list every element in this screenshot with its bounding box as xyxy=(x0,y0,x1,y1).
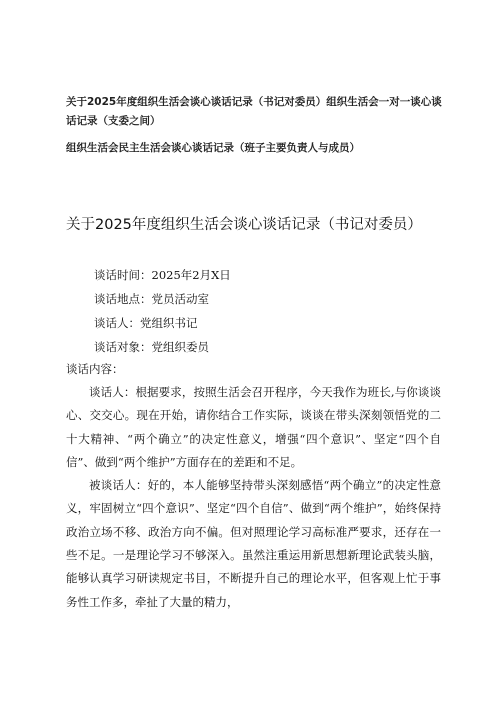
document-title: 关于2025年度组织生活会谈心谈话记录（书记对委员） xyxy=(66,217,422,233)
interview-place: 谈话地点：党员活动室 xyxy=(94,292,209,306)
document-body xyxy=(66,381,441,614)
body-paragraph: 被谈话人：好的，本人能够坚持带头深刻感悟“两个确立”的决定性意义，牢固树立“四个意识”、坚定“四个自信”、做到“两个维护”，始终保持政治立场不移、政治方向不偏。但对照理论学习高标准严要求，还存在一些不足。一是理论学习不够深入。虽然注重运用新思想新理论武装头脑，能够认真学习研读规定书目，不断提升自己的理论水平，但客观上忙于事务性工作多，牵扯了大量的精力， xyxy=(66,478,441,609)
body-paragraph: 谈话人：根据要求，按照生活会召开程序，今天我作为班长,与你谈谈心、交交心。现在开始，请你结合工作实际，谈谈在带头深刻领悟党的二十大精神、“两个确立”的决定性意义，增强“四个意识”、坚定“四个自信”、做到“两个维护”方面存在的差距和不足。 xyxy=(66,385,441,469)
interviewer: 谈话人：党组织书记 xyxy=(94,316,198,330)
interview-meta xyxy=(94,263,231,359)
toc-entry[interactable]: 关于2025年度组织生活会谈心谈话记录（书记对委员）组织生活会一对一谈心谈话记录（支委之间） xyxy=(66,96,442,127)
interviewee: 谈话对象：党组织委员 xyxy=(94,340,209,354)
interview-time: 谈话时间：2025年2月X日 xyxy=(94,268,231,282)
table-of-contents xyxy=(66,93,446,158)
toc-entry[interactable]: 组织生活会民主生活会谈心谈话记录（班子主要负责人与成员） xyxy=(66,142,360,154)
content-label: 谈话内容： xyxy=(66,362,124,376)
